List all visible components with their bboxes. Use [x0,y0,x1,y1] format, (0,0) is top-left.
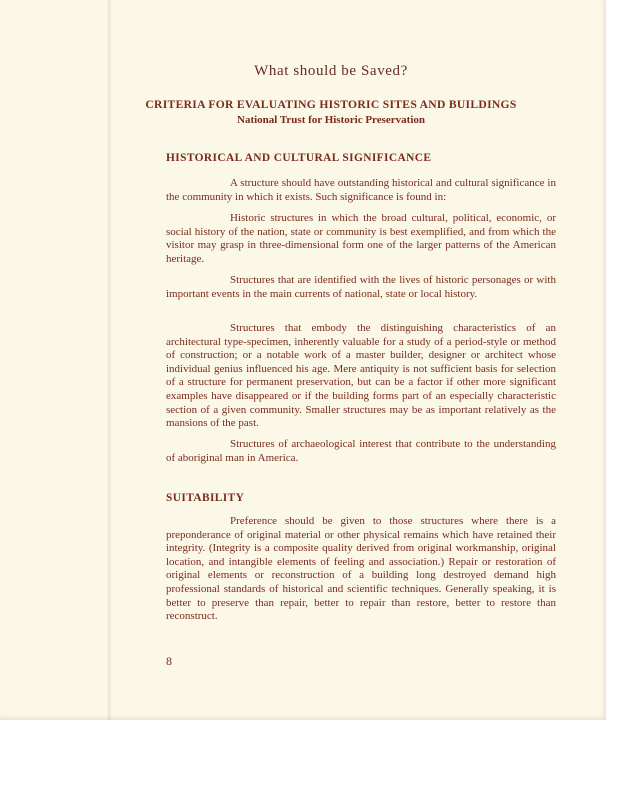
page-title: What should be Saved? [254,63,408,79]
criteria-subheading: National Trust for Historic Preservation [237,114,425,126]
page-number: 8 [166,654,172,668]
paragraph-suitability: Preference should be given to those structures where there is a preponderance of original material or other physical remains which have retained their integrity. (Integrity is a composite quality derived from original workmanship, original location, and intangible elements of feeling and association.) Repair or restoration of original elements or reconstruction of a building long destroyed demand high professional standards of historical and scientific techniques. Generally speaking, it is better to preserve than repair, better to repair than restore, better to restore than reconstruct. [166,515,556,623]
paragraph-historic-structures: Historic structures in which the broad cultural, political, economic, or social history of the nation, state or community is best exemplified, and from which the visitor may grasp in three-dimensional form one of the larger patterns of the American heritage. [166,212,556,265]
paragraph-significance-intro: A structure should have outstanding historical and cultural significance in the community in which it exists. Such significance is found in: [166,177,556,203]
paragraph-historic-personages: Structures that are identified with the lives of historic personages or with important events in the main currents of national, state or local history. [166,274,556,300]
section-heading-suitability: SUITABILITY [166,492,245,504]
paragraph-architectural-type: Structures that embody the distinguishing characteristics of an architectural type-specimen, inherently valuable for a study of a period-style or method of construction; or a notable work of a master builder, designer or architect whose individual genius influenced his age. Mere antiquity is not sufficient basis for selection of a structure for permanent preservation, but can be a factor if other more significant examples have disappeared or if the building forms part of an especially characteristic section of a given community. Smaller structures may be as important relatively as the mansions of the past. [166,322,556,430]
criteria-heading: CRITERIA FOR EVALUATING HISTORIC SITES AND BUILDINGS [145,98,517,111]
section-heading-significance: HISTORICAL AND CULTURAL SIGNIFICANCE [166,152,432,164]
paragraph-archaeological: Structures of archaeological interest that contribute to the understanding of aboriginal man in America. [166,438,556,464]
